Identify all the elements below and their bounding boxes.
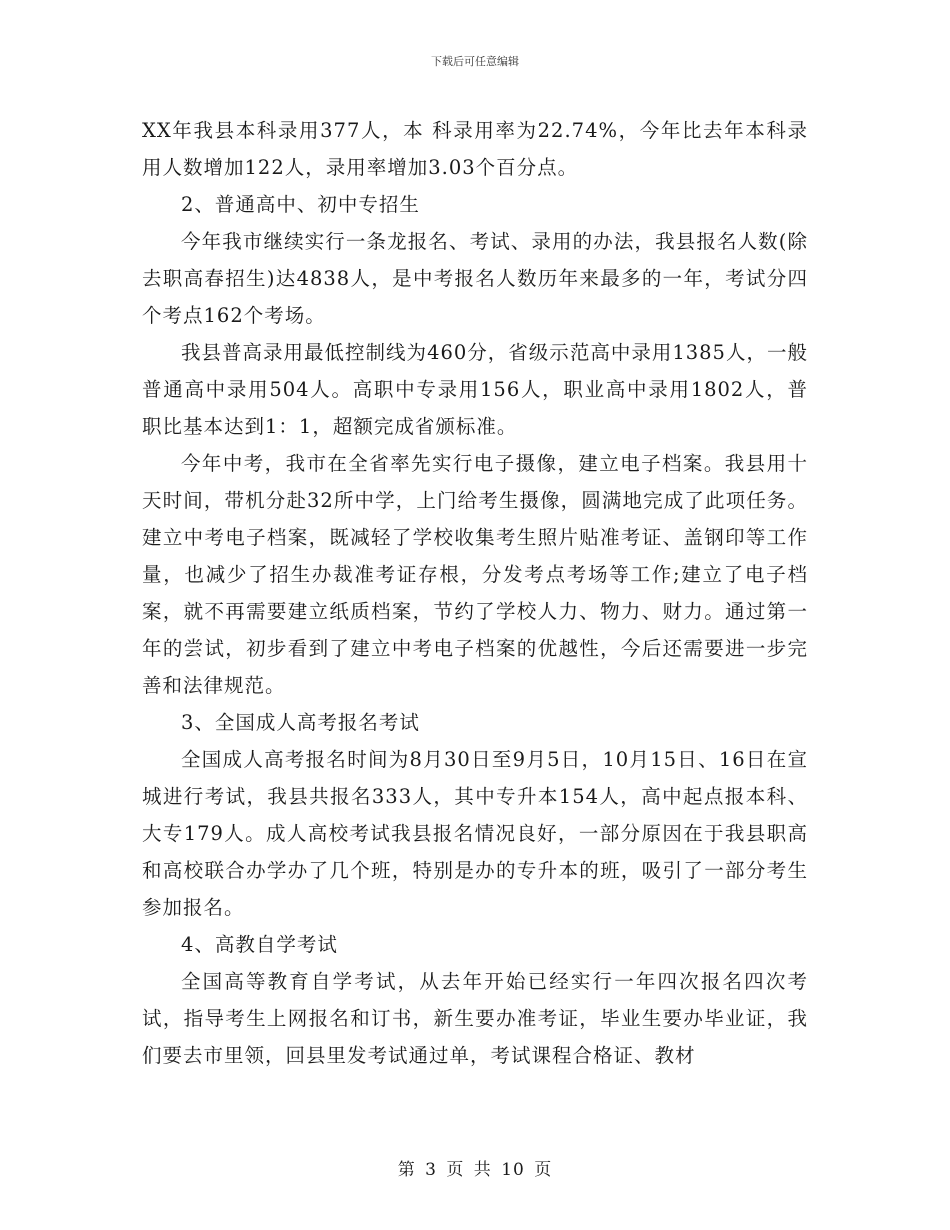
paragraph-3: 今年我市继续实行一条龙报名、考试、录用的办法，我县报名人数(除去职高春招生)达4838人，是中考报名人数历年来最多的一年，考试分四个考点162个考场。 xyxy=(142,230,808,327)
section-heading-3: 3、全国成人高考报名考试 xyxy=(181,711,420,734)
page-number: 第 3 页 共 10 页 xyxy=(397,1160,553,1180)
section-heading-4: 4、高教自学考试 xyxy=(181,933,338,956)
page-header-note: 下载后可任意编辑 xyxy=(431,55,519,68)
document-body xyxy=(142,112,808,1074)
paragraph-1: XX年我县本科录用377人，本 科录用率为22.74%，今年比去年本科录用人数增加122人，录用率增加3.03个百分点。 xyxy=(142,119,808,179)
section-heading-2: 2、普通高中、初中专招生 xyxy=(181,193,420,216)
paragraph-4: 我县普高录用最低控制线为460分，省级示范高中录用1385人，一般普通高中录用504人。高职中专录用156人，职业高中录用1802人，普职比基本达到1：1，超额完成省颁标准。 xyxy=(142,341,808,438)
paragraph-9: 全国高等教育自学考试，从去年开始已经实行一年四次报名四次考试，指导考生上网报名和订书，新生要办准考证，毕业生要办毕业证，我们要去市里领，回县里发考试通过单，考试课程合格证、教材 xyxy=(142,970,808,1067)
paragraph-7: 全国成人高考报名时间为8月30日至9月5日，10月15日、16日在宣城进行考试，我县共报名333人，其中专升本154人，高中起点报本科、大专179人。成人高校考试我县报名情况良好，一部分原因在于我县职高和高校联合办学办了几个班，特别是办的专升本的班，吸引了一部分考生参加报名。 xyxy=(142,748,808,919)
paragraph-5: 今年中考，我市在全省率先实行电子摄像，建立电子档案。我县用十天时间，带机分赴32所中学，上门给考生摄像，圆满地完成了此项任务。建立中考电子档案，既减轻了学校收集考生照片贴准考证、盖钢印等工作量，也减少了招生办裁准考证存根，分发考点考场等工作;建立了电子档案，就不再需要建立纸质档案，节约了学校人力、物力、财力。通过第一年的尝试，初步看到了建立中考电子档案的优越性，今后还需要进一步完善和法律规范。 xyxy=(142,452,808,697)
